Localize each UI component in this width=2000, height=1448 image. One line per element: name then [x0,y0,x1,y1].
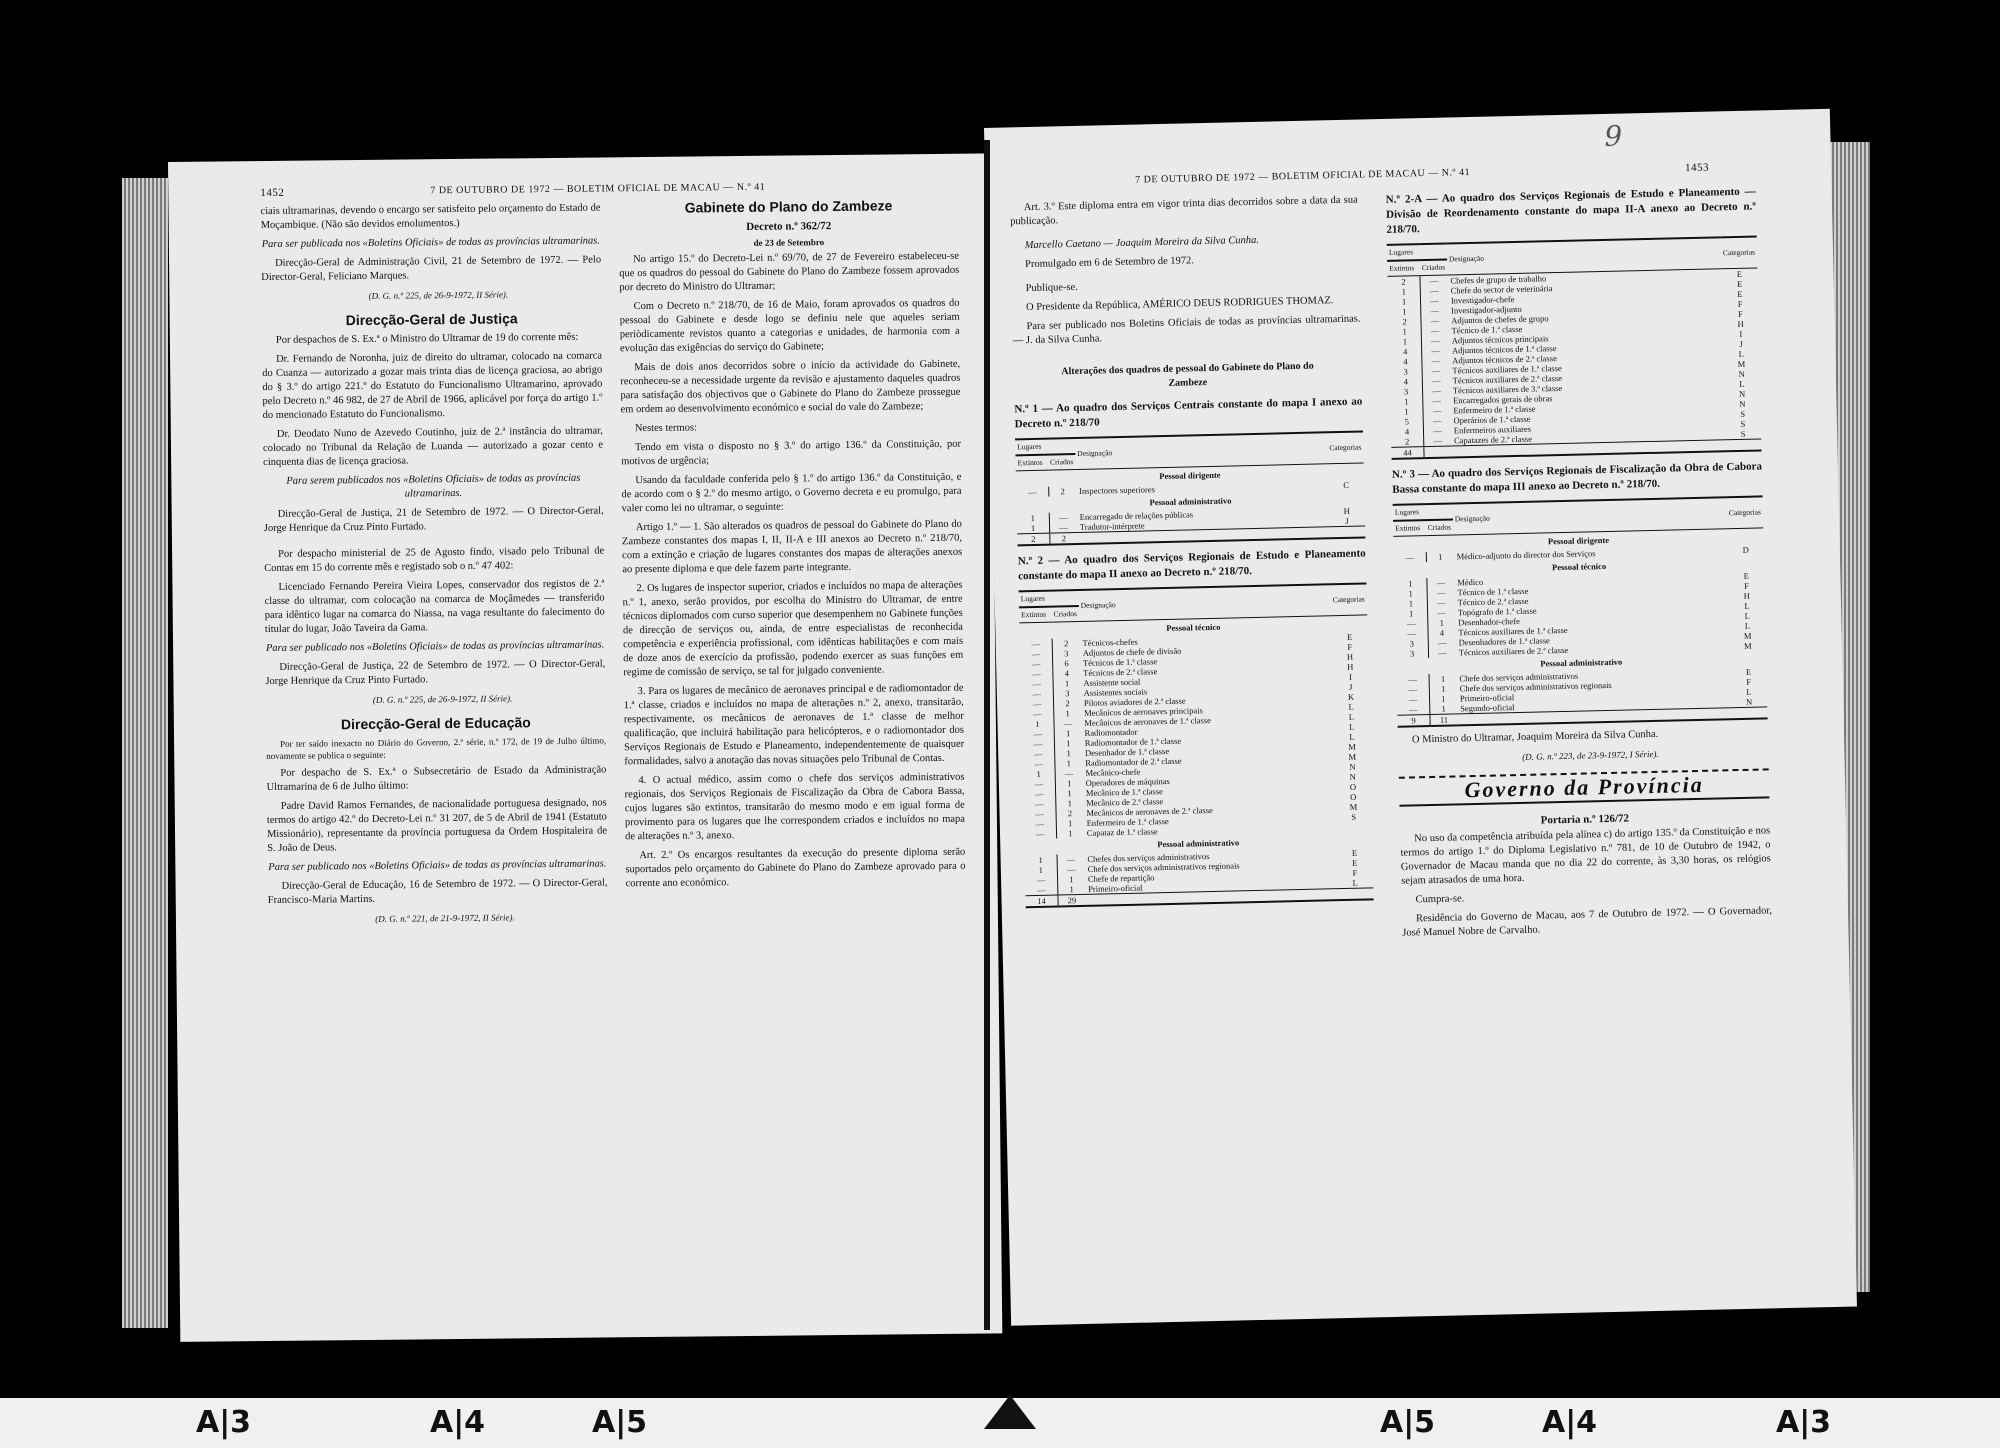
book-spine [984,140,990,1330]
group-label: Pessoal técnico [1166,621,1221,633]
table-row: 1 — Tradutor-intérprete J [1017,515,1365,533]
paragraph: O Ministro do Ultramar, Joaquim Moreira da Silva Cunha. [1411,728,1659,746]
paragraph: Por despacho de S. Ex.ª o Subsecretário de Estado da Administração Ultramarina de 6 de Julho último: [266,764,607,794]
section-heading: Alterações dos quadros de pessoal do Gabinete do Plano do Zambeze [1061,360,1314,389]
paragraph: Para ser publicado nos «Boletins Oficiais» de todas as províncias ultramarinas. [265,639,605,655]
col-header: Categorias [1327,431,1364,463]
table-row: — 2 Mecânicos de aeronaves de 2.ª classe M [1023,801,1371,819]
table-row: 1 — Técnico de 1.ª classe H [1389,318,1759,336]
paragraph: Usando da faculdade conferida pelo § 1.º do artigo 136.º da Constituição, e de acordo com o § 2.º do mesmo artigo, o Governo decreta e eu promulgo, para valer como lei no ultramar, o seguinte: [621,471,962,515]
col-header: Criados [1426,519,1454,535]
paragraph: No uso da competência atribuída pela alínea c) do artigo 135.º da Constituição e nos termos do artigo 1.º do Diploma Legislativo n.º 781, de 10 de Outubro de 1942, o Governador de Macau manda que no dia 22 do corrente, às 3,30 horas, os relógios sejam atrasados de uma hora. [1400,825,1771,887]
group-label: Pessoal administrativo [1157,837,1240,850]
table-row: — 1 Mecânico de 1.ª classe O [1023,781,1371,799]
paragraph: O Presidente da República, AMÉRICO DEUS RODRIGUES THOMAZ. [1025,295,1334,314]
total-row: 14 29 [1025,888,1373,907]
col-header: Designação [1078,584,1331,621]
table-row: — 2 Técnicos-chefes E [1020,631,1368,649]
table-row: — 1 Chefe dos serviços administrativos regionais F [1397,676,1767,694]
col-header: Lugares [1393,503,1453,520]
table-row: — 1 Radiomontador de 1.ª classe L [1022,731,1370,749]
paragraph: Para serem publicados nos «Boletins Oficiais» de todas as províncias ultramarinas. [286,472,581,500]
col-header: Categorias [1726,496,1763,528]
page-number: 1452 [260,186,285,200]
running-head: 7 DE OUTUBRO DE 1972 — BOLETIM OFICIAL DE MACAU — N.º 41 [1135,166,1471,186]
table-row: 1 — Técnico de 2.ª classe H [1395,590,1765,608]
table-row: — 1 Mecânico de 2.ª classe O [1023,791,1371,809]
map-2a-table [1387,235,1762,459]
paragraph: Dr. Deodato Nuno de Azevedo Coutinho, juiz de 2.ª instância do ultramar, colocado no Tribunal da Relação de Luanda — autorizado a gozar cento e cinquenta dias de licença graciosa. [262,425,604,469]
table-row: 1 — Mecânicos de aeronaves de 1.ª classe L [1021,711,1369,729]
paragraph: Por ter saído inexacto no Diário do Governo, 2.ª série, n.º 172, de 19 de Julho último, novamente se publica o seguinte: [266,735,607,762]
paragraph: No artigo 15.º do Decreto-Lei n.º 69/70, de 27 de Fevereiro estabeleceu-se que os quadros do pessoal do Gabinete do Plano do Zambeze fossem aprovados por decreto do Ministro do Ultramar; [619,250,960,294]
running-head: 7 DE OUTUBRO DE 1972 — BOLETIM OFICIAL DE MACAU — N.º 41 [430,181,766,197]
reference: (D. G. n.º 225, de 26-9-1972, II Série). [368,289,509,301]
table-row: 1 — Médico E [1394,570,1764,588]
paragraph: Art. 3.º Este diploma entra em vigor trinta dias decorridos sobre a data da sua publicação. [1010,194,1358,228]
table-row: 2 — Adjuntos de chefes de grupo F [1388,308,1758,326]
table-row: — 1 Primeiro-oficial L [1397,686,1767,704]
left-page [168,153,1002,1342]
decree-number: Decreto n.º 362/72 [746,220,832,233]
paragraph: 3. Para os lugares de mecânico de aeronaves principal e de radiomontador de 1.ª classe, criados e incluídos no mapa de alterações n.º 2, anexo, transitarão, respectivamente, os mecânicos de aeronaves de 1.ª classe de melhor qualificação, que incluirá habilitação para helicópteros, e o radiomontador dos Serviços Regionais de Estudo e Planeamento, independentemente de quaisquer formalidades, salvo a anotação das novas situações pelo Tribunal de Contas. [623,682,965,768]
col-header: Extintos [1393,520,1426,536]
table-row: 4 — Técnicos auxiliares de 2.ª classe N [1390,368,1760,386]
table-row: — 1 Chefe de repartição F [1025,867,1373,885]
right-column-2 [1386,185,1773,946]
col-header: Extintos [1387,260,1420,276]
table-row: 1 — Enfermeiro de 1.ª classe N [1390,398,1760,416]
paragraph: Dr. Fernando de Noronha, juiz de direito do ultramar, colocado na comarca do Cuanza — autorizado a gozar mais trinta dias de licença graciosa, ao abrigo do § 3.º do artigo 221.º do Estatuto do Funcionalismo Ultramarino, aprovado pelo Decreto n.º 46 982, de 27 de Abril de 1966, aplicável por força do artigo 1.º do mencionado Estatuto do Funcionalismo. [262,350,603,422]
book-edge-left [122,178,168,1328]
paragraph: Residência do Governo de Macau, aos 7 de Outubro de 1972. — O Governador, José Manuel Nobre de Carvalho. [1402,905,1773,939]
col-header: Criados [1048,454,1076,470]
reference: (D. G. n.º 221, de 21-9-1972, II Série). [375,912,515,924]
col-header: Designação [1447,237,1722,275]
col-header: Criados [1420,260,1448,276]
paragraph: Promulgado em 6 de Setembro de 1972. [1024,255,1195,271]
table-row: 1 — Encarregados gerais de obras N [1390,388,1760,406]
table-row: 2 — Chefes de grupo de trabalho E [1387,268,1757,287]
left-column-1 [260,201,608,932]
group-label: Pessoal administrativo [1540,656,1623,669]
table-row: — 1 Médico-adjunto do director dos Serviços D [1394,544,1764,562]
table-row: 3 — Desenhadores de 1.ª classe M [1396,630,1766,648]
table-row: 2 — Capatazes de 2.ª classe S [1391,428,1761,447]
total-row: 44 [1391,439,1761,459]
table-row: — 2 Pilotos aviadores de 2.ª classe K [1021,691,1369,709]
portaria-number: Portaria n.º 126/72 [1540,812,1630,827]
map-title: N.º 1 — Ao quadro dos Serviços Centrais constante do mapa I anexo ao Decreto n.º 218/70 [1014,395,1363,431]
paragraph: Licenciado Fernando Pereira Vieira Lopes, conservador dos registos de 2.ª classe do ultramar, com colocação na comarca de Moçâmedes — transferido para idêntico lugar na comarca do Niassa, na vaga resultante do falecimento do titular do lugar, João Taveira da Gama. [264,578,605,636]
col-header: Categorias [1721,236,1758,268]
paragraph: ciais ultramarinas, devendo o encargo ser satisfeito pelo orçamento do Estado de Moçambique. (Não são devidos emolumentos.) [260,202,601,232]
table-row: 1 — Chefe do sector de veterinária E [1388,278,1758,296]
table-row: — 1 Mecânicos de aeronaves principais L [1021,701,1369,719]
map-2-table [1018,582,1373,908]
paragraph: Por despachos de S. Ex.ª o Ministro do Ultramar de 19 do corrente mês: [275,331,579,346]
table-row: 1 — Investigador-chefe E [1388,288,1758,306]
table-row: — 1 Desenhador-chefe L [1395,610,1765,628]
col-header: Lugares [1019,590,1079,607]
paragraph: Mais de dois anos decorridos sobre o início da actividade do Gabinete, reconheceu-se a necessidade urgente da revisão e ajustamento daqueles quadros para satisfação dos objectivos que o Gabinete do Plano do Zambeze prossegue em ordem ao desenvolvimento económico e social do vale do Zambeze; [620,358,961,416]
table-row: 3 — Técnicos auxiliares de 2.ª classe M [1396,640,1766,658]
table-row: 4 — Enfermeiros auxiliares S [1391,418,1761,436]
table-row: 1 — Chefes dos serviços administrativos E [1025,847,1373,865]
paragraph: Cumpra-se. [1415,893,1465,906]
table-row: 3 — Técnicos auxiliares de 3.ª classe L [1390,378,1760,396]
page-number: 1453 [1684,161,1710,175]
map-title: N.º 2 — Ao quadro dos Serviços Regionais de Estudo e Planeamento constante do mapa II anexo ao Decreto n.º 218/70. [1017,547,1366,583]
group-label: Pessoal dirigente [1159,469,1221,482]
paragraph: Nestes termos: [634,422,697,435]
map-3-table [1393,495,1768,727]
paragraph: Por despacho ministerial de 25 de Agosto findo, visado pelo Tribunal de Contas em 15 do corrente mês e registado sob o n.º 47 402: [264,545,605,575]
signature: Marcello Caetano — Joaquim Moreira da Silva Cunha. [1024,234,1260,252]
frame-mark: A|3 [196,1405,252,1440]
table-row: — 4 Técnicos auxiliares de 1.ª classe L [1395,620,1765,638]
table-row: — 3 Assistentes sociais J [1021,681,1369,699]
frame-mark: A|4 [1542,1405,1598,1440]
section-heading: Gabinete do Plano do Zambeze [684,197,893,216]
paragraph: Direcção-Geral de Justiça, 21 de Setembro de 1972. — O Director-Geral, Jorge Henrique da Cruz Pinto Furtado. [263,505,604,535]
handwritten-mark: 9 [1603,119,1623,153]
total-row: 2 2 [1017,526,1365,545]
section-heading: Direcção-Geral de Educação [340,714,531,733]
table-row: 1 — Técnico de 1.ª classe F [1395,580,1765,598]
paragraph: Com o Decreto n.º 218/70, de 16 de Maio, foram aprovados os quadros do pessoal do Gabinete e desde logo se definiu nele que aqueles seriam periòdicamente revistos quanto a categorias e unidades, de harmonia com a evolução das exigências do serviço do Gabinete; [619,297,960,355]
reference: (D. G. n.º 225, de 26-9-1972, II Série). [372,693,513,705]
paragraph: Direcção-Geral de Justiça, 22 de Setembro de 1972. — O Director-Geral, Jorge Henrique da Cruz Pinto Furtado. [265,658,606,688]
table-row: — 1 Capataz de 1.ª classe [1024,821,1372,839]
table-row: 1 — Investigador-adjunto F [1388,298,1758,316]
left-column-2 [618,198,965,897]
film-notch [984,1395,1036,1429]
paragraph: Direcção-Geral de Educação, 16 de Setembro de 1972. — O Director-Geral, Francisco-Maria Martins. [267,877,608,906]
col-header: Lugares [1015,438,1075,455]
paragraph: 4. O actual médico, assim como o chefe dos serviços administrativos regionais, dos Serviços Regionais de Fiscalização da Obra de Cabora Bassa, cujos lugares são extintos, transitarão do mesmo modo e em igual forma de provimento para os lugares que lhe correspondem criados e incluídos no mapa de alterações n.º 3, anexo. [624,771,965,843]
right-column-1 [1010,194,1374,915]
table-row: — 2 Inspectores superiores C [1016,479,1364,497]
col-header: Categorias [1330,583,1367,615]
frame-mark: A|3 [1776,1405,1832,1440]
table-row: — 1 Segundo-oficial N [1397,696,1767,715]
table-row: — 4 Técnicos de 2.ª classe H [1020,661,1368,679]
table-row: 1 — Mecânico-chefe N [1023,761,1371,779]
table-row: 5 — Operários de 1.ª classe S [1391,408,1761,426]
section-banner: Governo da Província [1399,768,1770,806]
map-title: N.º 2-A — Ao quadro dos Serviços Regionais de Estudo e Planeamento — Divisão de Reordenamento constante do mapa II-A anexo ao Decreto n.º 218/70. [1385,185,1757,236]
paragraph: Tendo em vista o disposto no § 3.º do artigo 136.º da Constituição, por motivos de urgência; [621,438,962,468]
table-row: — 1 Desenhador de 1.ª classe M [1022,741,1370,759]
paragraph: Para ser publicado nos Boletins Oficiais de todas as províncias ultramarinas. — J. da Silva Cunha. [1012,313,1361,347]
table-row: 4 — Adjuntos técnicos de 1.ª classe J [1389,338,1759,356]
table-row: — 6 Técnicos de 1.ª classe H [1020,651,1368,669]
group-label: Pessoal dirigente [1547,534,1610,547]
col-header: Criados [1051,606,1079,622]
col-header: Lugares [1387,244,1447,261]
table-row: — 1 Assistente social I [1021,671,1369,689]
col-header: Extintos [1019,607,1052,623]
decree-date: de 23 de Setembro [753,237,825,248]
map-1-table [1015,430,1365,546]
table-row: — 1 Chefe dos serviços administrativos E [1397,666,1767,684]
table-row: — 1 Primeiro-oficial L [1025,877,1373,895]
table-row: — 1 Operadores de máquinas N [1023,771,1371,789]
col-header: Extintos [1015,455,1048,471]
frame-mark: A|4 [430,1405,486,1440]
table-row: — 3 Adjuntos de chefe de divisão F [1020,641,1368,659]
paragraph: Art. 2.º Os encargos resultantes da execução do presente diploma serão suportados pelo orçamento do Gabinete do Plano do Zambeze aprovado para o corrente ano económico. [625,846,966,890]
table-row: — 1 Radiomontador L [1022,721,1370,739]
table-row: 1 — Chefe dos serviços administrativos regionais E [1025,857,1373,875]
frame-mark: A|5 [592,1405,648,1440]
paragraph: Para ser publicado nos «Boletins Oficiais» de todas as províncias ultramarinas. [268,858,607,873]
col-header: Designação [1452,497,1727,535]
table-row: 1 — Topógrafo de 1.ª classe L [1395,600,1765,618]
paragraph: Artigo 1.º — 1. São alterados os quadros de pessoal do Gabinete do Plano do Zambeze constantes dos mapas I, II, II-A e III anexos ao Decreto n.º 218/70, com a extinção e criação de lugares constantes dos mapas de alterações anexos ao presente diploma e que dele fazem parte integrante. [621,518,963,576]
table-row: 1 — Adjuntos técnicos principais I [1389,328,1759,346]
map-title: N.º 3 — Ao quadro dos Serviços Regionais de Fiscalização da Obra de Cabora Bassa constante do mapa III anexo ao Decreto n.º 218/70. [1391,460,1763,496]
right-page [984,109,1857,1326]
reference: (D. G. n.º 223, de 23-9-1972, I Série). [1522,748,1659,762]
table-row: 4 — Adjuntos técnicos de 2.ª classe L [1389,348,1759,366]
paragraph: Padre David Ramos Fernandes, de nacionalidade portuguesa designado, nos termos do artigo 42.º do Decreto-Lei n.º 31 207, de 5 de Abril de 1941 (Estatuto Missionário), representante da província portuguesa da Ordem Hospitaleira de S. João de Deus. [266,797,608,854]
paragraph: Para ser publicada nos «Boletins Oficiais» de todas as províncias ultramarinas. [261,235,601,251]
col-header: Designação [1075,432,1328,469]
table-row: — 1 Radiomontador de 2.ª classe M [1022,751,1370,769]
paragraph: Publique-se. [1025,281,1078,295]
table-row: 3 — Técnicos auxiliares de 1.ª classe M [1390,358,1760,376]
table-row: 1 — Encarregado de relações públicas H [1017,505,1365,523]
paragraph: 2. Os lugares de inspector superior, criados e incluídos no mapa de alterações n.º 1, anexo, serão providos, por escolha do Ministro do Ultramar, de entre técnicos diplomados com curso superior que desempenhem no Gabinete funções de direcção de serviços ou, ainda, de entre especialistas de reconhecida competência e experiência profissional, com idênticas habilitações e com mais de doze anos de exercício da profissão, podendo exercer as suas funções em regime de comissão de serviço, se tal for julgado conveniente. [622,579,964,679]
group-label: Pessoal técnico [1551,560,1607,573]
section-heading: Direcção-Geral de Justiça [345,310,518,329]
group-label: Pessoal administrativo [1149,495,1232,508]
paragraph: Direcção-Geral de Administração Civil, 21 de Setembro de 1972. — Pelo Director-Geral, Feliciano Marques. [261,254,602,284]
total-row: 9 11 [1397,707,1767,727]
frame-mark: A|5 [1380,1405,1436,1440]
table-row: — 1 Enfermeiro de 1.ª classe S [1024,811,1372,829]
